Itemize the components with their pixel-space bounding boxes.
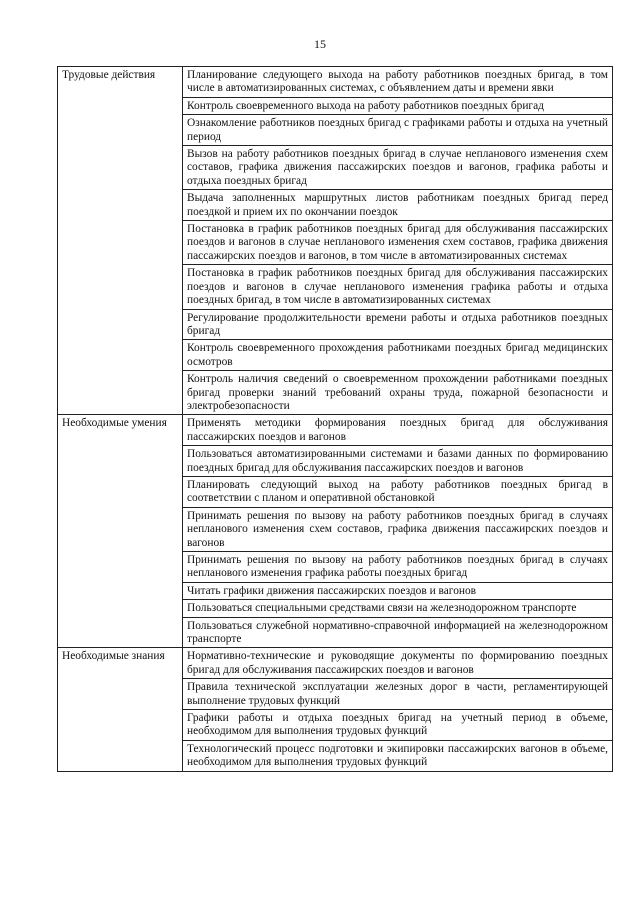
labor-actions-item: Контроль наличия сведений о своевременном прохождении работниками поездных бригад проверки знаний требований охраны труда, пожарной безопасности и электробезопасности [183, 371, 613, 415]
required-knowledge-item: Нормативно-технические и руководящие документы по формированию поездных бригад для обслуживания пассажирских поездов и вагонов [183, 648, 613, 679]
required-skills-item: Пользоваться автоматизированными системами и базами данных по формированию поездных бригад для обслуживания пассажирских поездов и вагонов [183, 446, 613, 477]
labor-actions-item: Контроль своевременного выхода на работу работников поездных бригад [183, 97, 613, 114]
table-row [58, 415, 613, 446]
required-skills-item: Планировать следующий выход на работу работников поездных бригад в соответствии с планом и оперативной обстановкой [183, 476, 613, 507]
table-row [58, 648, 613, 679]
labor-actions-item: Планирование следующего выхода на работу работников поездных бригад, в том числе в автоматизированных системах, с объявлением даты и времени явки [183, 67, 613, 98]
labor-actions-item: Выдача заполненных маршрутных листов работникам поездных бригад перед поездкой и прием их по окончании поездок [183, 190, 613, 221]
required-knowledge-item: Технологический процесс подготовки и экипировки пассажирских вагонов в объеме, необходимом для выполнения трудовых функций [183, 740, 613, 771]
table-row [58, 67, 613, 98]
labor-actions-item: Регулирование продолжительности времени работы и отдыха работников поездных бригад [183, 309, 613, 340]
required-knowledge-item: Графики работы и отдыха поездных бригад на учетный период в объеме, необходимом для выполнения трудовых функций [183, 710, 613, 741]
labor-actions-item: Вызов на работу работников поездных бригад в случае непланового изменения схем составов, графика движения пассажирских поездов и вагонов, графика работы и отдыха поездных бригад [183, 146, 613, 190]
labor-function-table [57, 66, 613, 772]
required-skills-label: Необходимые умения [58, 415, 183, 648]
page-number: 15 [314, 37, 326, 51]
required-knowledge-label: Необходимые знания [58, 648, 183, 771]
labor-actions-item: Постановка в график работников поездных бригад для обслуживания пассажирских поездов и вагонов в случае непланового изменения графика работы и отдыха поездных бригад, в том числе в автоматизированных системах [183, 265, 613, 309]
required-skills-item: Принимать решения по вызову на работу работников поездных бригад в случаях непланового изменения графика работы поездных бригад [183, 552, 613, 583]
labor-actions-item: Ознакомление работников поездных бригад с графиками работы и отдыха на учетный период [183, 115, 613, 146]
labor-actions-item: Постановка в график работников поездных бригад для обслуживания пассажирских поездов и вагонов в случае непланового изменения схем составов, графика движения пассажирских поездов и вагонов, в том числе в автоматизированных системах [183, 221, 613, 265]
required-skills-item: Принимать решения по вызову на работу работников поездных бригад в случаях непланового изменения схем составов, графика движения пассажирских поездов и вагонов [183, 507, 613, 551]
required-skills-item: Пользоваться специальными средствами связи на железнодорожном транспорте [183, 600, 613, 617]
required-knowledge-item: Правила технической эксплуатации железных дорог в части, регламентирующей выполнение трудовых функций [183, 679, 613, 710]
labor-actions-item: Контроль своевременного прохождения работниками поездных бригад медицинских осмотров [183, 340, 613, 371]
required-skills-item: Читать графики движения пассажирских поездов и вагонов [183, 582, 613, 599]
labor-actions-label: Трудовые действия [58, 67, 183, 415]
required-skills-item: Пользоваться служебной нормативно-справочной информацией на железнодорожном транспорте [183, 617, 613, 648]
required-skills-item: Применять методики формирования поездных бригад для обслуживания пассажирских поездов и вагонов [183, 415, 613, 446]
